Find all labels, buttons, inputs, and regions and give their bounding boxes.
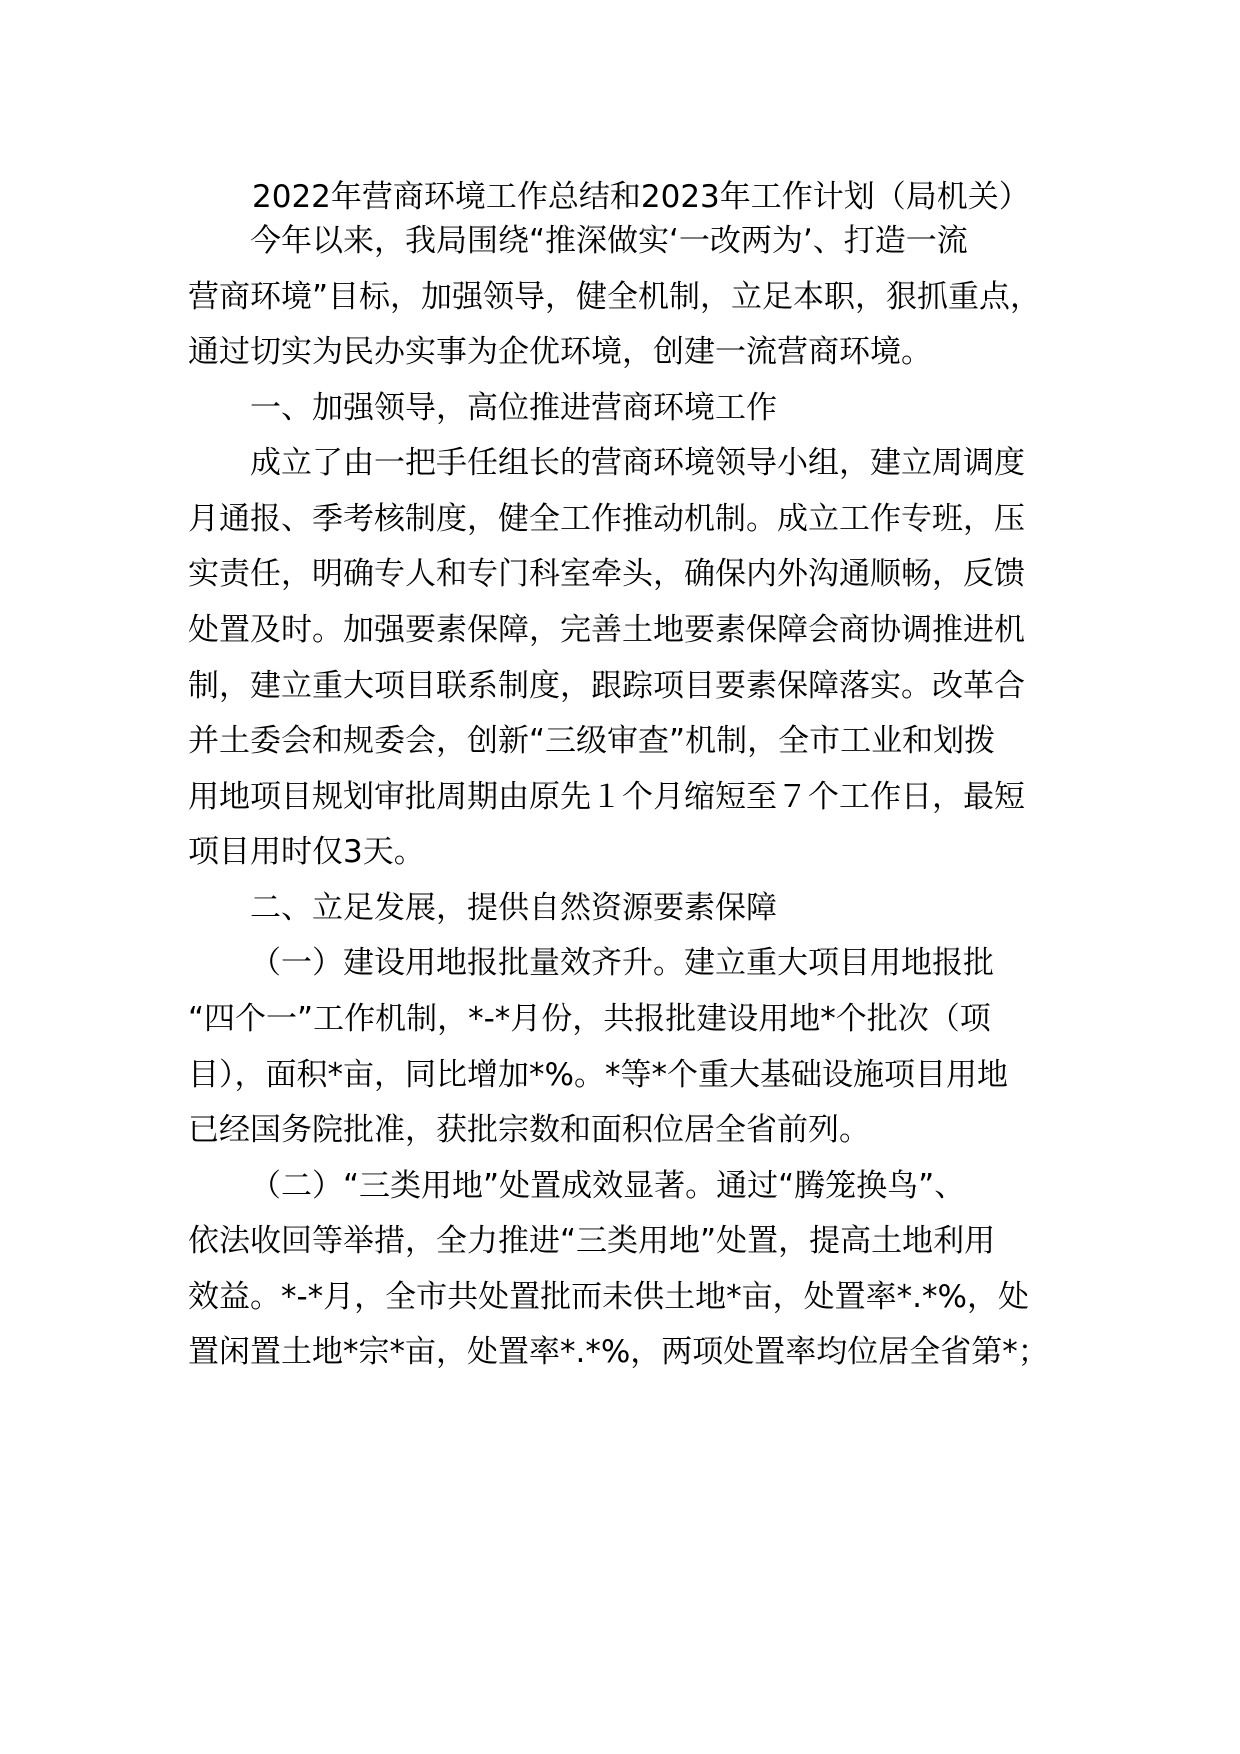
subsection-2-line-3: 效益。*-*月，全市共处置批而未供土地*亩，处置率*.*%，处	[188, 1279, 1029, 1315]
subsection-1-line-3: 目），面积*亩，同比增加*%。*等*个重大基础设施项目用地	[188, 1057, 1008, 1093]
subsection-2-line-4: 置闲置土地*宗*亩，处置率*.*%，两项处置率均位居全省第*；	[188, 1334, 1049, 1370]
section-1-line-2: 月通报、季考核制度，健全工作推动机制。成立工作专班，压	[188, 501, 1025, 537]
paragraph-intro-line-3: 通过切实为民办实事为企优环境，创建一流营商环境。	[188, 334, 932, 370]
document-title: 2022年营商环境工作总结和2023年工作计划（局机关）	[252, 179, 1030, 215]
subsection-1-line-1: （一）建设用地报批量效齐升。建立重大项目用地报批	[250, 945, 994, 981]
section-1-line-7: 用地项目规划审批周期由原先１个月缩短至７个工作日，最短	[188, 779, 1025, 815]
section-1-line-3: 实责任，明确专人和专门科室牵头，确保内外沟通顺畅，反馈	[188, 556, 1025, 592]
section-heading-1: 一、加强领导，高位推进营商环境工作	[250, 390, 777, 426]
section-1-line-8: 项目用时仅3天。	[188, 834, 425, 870]
section-1-line-1: 成立了由一把手任组长的营商环境领导小组，建立周调度	[250, 445, 1025, 481]
section-1-line-5: 制，建立重大项目联系制度，跟踪项目要素保障落实。改革合	[188, 668, 1025, 704]
subsection-2-line-1: （二）“三类用地”处置成效显著。通过“腾笼换鸟”、	[250, 1168, 966, 1204]
section-heading-2: 二、立足发展，提供自然资源要素保障	[250, 890, 777, 926]
subsection-1-line-4: 已经国务院批准，获批宗数和面积位居全省前列。	[188, 1112, 870, 1148]
section-1-line-6: 并土委会和规委会，创新“三级审查”机制，全市工业和划拨	[188, 723, 996, 759]
subsection-2-line-2: 依法收回等举措，全力推进“三类用地”处置，提高土地利用	[188, 1223, 996, 1259]
subsection-1-line-2: “四个一”工作机制，*-*月份，共报批建设用地*个批次（项	[188, 1001, 991, 1037]
section-1-line-4: 处置及时。加强要素保障，完善土地要素保障会商协调推进机	[188, 612, 1025, 648]
paragraph-intro-line-2: 营商环境”目标，加强领导，健全机制，立足本职，狠抓重点，	[188, 279, 1042, 315]
paragraph-intro-line-1: 今年以来，我局围绕“推深做实‘一改两为’、打造一流	[250, 223, 968, 259]
